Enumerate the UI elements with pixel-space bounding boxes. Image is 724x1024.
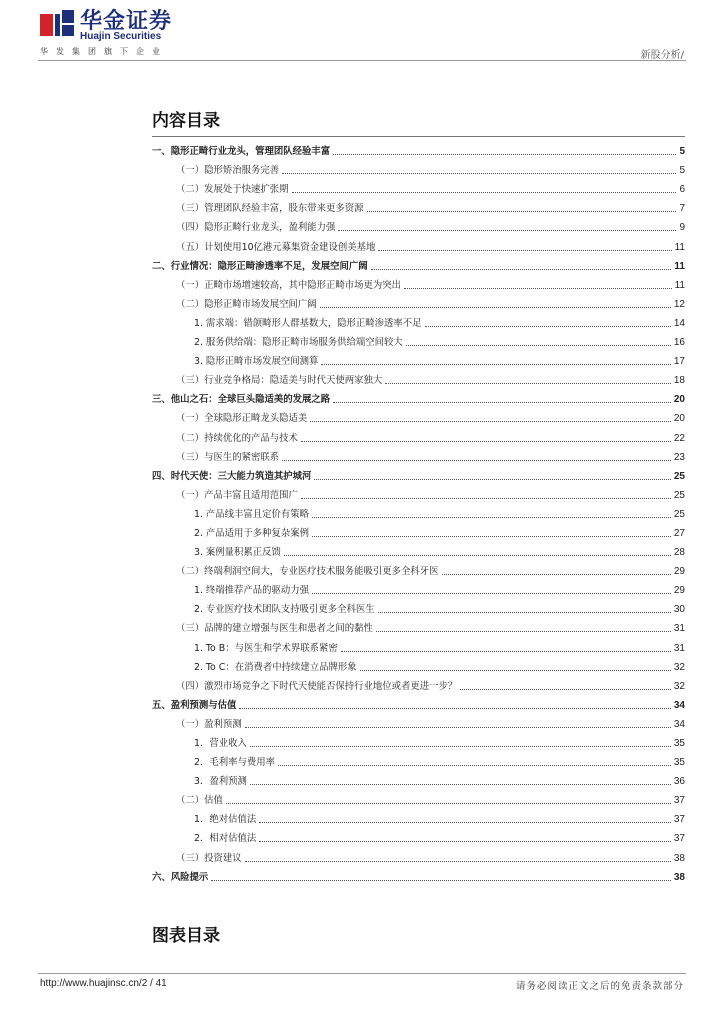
toc-leader-dots <box>284 555 671 556</box>
toc-leader-dots <box>245 861 671 862</box>
toc-leader-dots <box>278 765 671 766</box>
toc-leader-dots <box>301 498 671 499</box>
toc-leader-dots <box>301 441 671 442</box>
toc-entry[interactable] <box>152 788 685 807</box>
toc-entry[interactable] <box>152 693 685 712</box>
header-slogan: 华发集团旗下企业 <box>40 47 168 56</box>
toc-leader-dots <box>378 250 671 251</box>
toc-entry-label: （二）终端利润空间大，专业医疗技术服务能吸引更多全科牙医 <box>176 566 439 578</box>
toc-leader-dots <box>320 307 671 308</box>
toc-leader-dots <box>259 841 671 842</box>
toc-entry[interactable] <box>152 845 685 864</box>
toc-leader-dots <box>425 326 671 327</box>
toc-entry-label: 3．盈利预测 <box>194 776 247 788</box>
toc-leader-dots <box>385 383 671 384</box>
toc-entry[interactable] <box>152 635 685 654</box>
toc-entry[interactable] <box>152 750 685 769</box>
toc-entry-page: 5 <box>679 165 685 177</box>
toc-entry-page: 23 <box>673 451 685 463</box>
toc-leader-dots <box>312 517 671 518</box>
logo-english: Huajin Securities <box>80 31 162 42</box>
toc-entry[interactable] <box>152 540 685 559</box>
toc-entry-page: 34 <box>673 718 685 730</box>
toc-entry[interactable] <box>152 387 685 406</box>
toc-entry-page: 7 <box>679 203 685 215</box>
toc-entry-page: 29 <box>673 585 685 597</box>
toc-entry[interactable] <box>152 349 685 368</box>
toc-entry-label: 2. To C：在消费者中持续建立品牌形象 <box>194 661 357 673</box>
toc-entry-page: 25 <box>673 489 685 501</box>
toc-entry[interactable] <box>152 425 685 444</box>
toc-leader-dots <box>360 670 671 671</box>
toc-entry-page: 11 <box>674 260 685 272</box>
toc-entry-label: （三）与医生的紧密联系 <box>176 451 280 463</box>
toc-entry-label: 五、盈利预测与估值 <box>152 699 237 711</box>
toc-leader-dots <box>406 345 671 346</box>
toc-entry-label: （一）产品丰富且适用范围广 <box>176 489 298 501</box>
toc-leader-dots <box>341 651 671 652</box>
toc-entry-page: 25 <box>673 470 685 482</box>
toc-entry[interactable] <box>152 196 685 215</box>
toc-entry-page: 31 <box>673 623 685 635</box>
toc-leader-dots <box>239 708 670 709</box>
toc-entry-page: 32 <box>673 680 685 692</box>
toc-entry[interactable] <box>152 769 685 788</box>
page-header <box>0 0 724 66</box>
toc-entry[interactable] <box>152 215 685 234</box>
toc-entry-label: 1. To B：与医生和学术界联系紧密 <box>194 642 338 654</box>
toc-entry-page: 22 <box>673 432 685 444</box>
toc-entry-label: 三、他山之石：全球巨头隐适美的发展之路 <box>152 394 331 406</box>
header-divider <box>38 60 686 61</box>
toc-leader-dots <box>404 288 672 289</box>
toc-entry-label: 1. 产品线丰富且定价有策略 <box>194 508 310 520</box>
toc-entry-label: 2. 专业医疗技术团队支持吸引更多全科医生 <box>194 604 375 616</box>
toc-entry-label: （一）正畸市场增速较高，其中隐形正畸市场更为突出 <box>176 279 402 291</box>
toc-entry-label: 1．绝对估值法 <box>194 814 257 826</box>
toc-entry-label: （二）隐形正畸市场发展空间广阔 <box>176 298 317 310</box>
toc-leader-dots <box>312 593 671 594</box>
toc-entry[interactable] <box>152 234 685 253</box>
toc-leader-dots <box>250 784 671 785</box>
toc-entry-page: 9 <box>679 222 685 234</box>
toc-entry[interactable] <box>152 578 685 597</box>
footer-divider <box>38 973 686 974</box>
toc-leader-dots <box>321 364 670 365</box>
toc-leader-dots <box>292 192 677 193</box>
toc-leader-dots <box>282 173 676 174</box>
figure-toc-heading: 图表目录 <box>152 926 220 946</box>
toc-entry-page: 20 <box>673 413 685 425</box>
toc-leader-dots <box>376 631 671 632</box>
toc-entry-label: 1. 需求端：错颌畸形人群基数大，隐形正畸渗透率不足 <box>194 317 422 329</box>
toc-entry[interactable] <box>152 254 685 273</box>
toc-entry-label: （一）全球隐形正畸龙头隐适美 <box>176 413 308 425</box>
toc-entry[interactable] <box>152 559 685 578</box>
toc-entry-page: 5 <box>679 146 685 158</box>
toc-entry-page: 11 <box>674 279 685 291</box>
footer-disclaimer: 请务必阅读正文之后的免责条款部分 <box>515 981 684 992</box>
toc-entry-label: （三）管理团队经验丰富，股东带来更多资源 <box>176 203 364 215</box>
toc-entry[interactable] <box>152 712 685 731</box>
toc-entry-label: 1．营业收入 <box>194 738 247 749</box>
toc-entry-label: 2．相对估值法 <box>194 833 257 845</box>
toc-entry-page: 35 <box>673 738 685 749</box>
toc-entry-page: 32 <box>673 661 685 673</box>
toc-entry-page: 37 <box>673 814 685 826</box>
toc-entry-label: 二、行业情况：隐形正畸渗透率不足，发展空间广阔 <box>152 260 368 272</box>
toc-entry-label: 2. 产品适用于多种复杂案例 <box>194 527 310 539</box>
toc-leader-dots <box>211 880 671 881</box>
table-of-contents <box>152 139 685 884</box>
toc-entry-page: 31 <box>673 642 685 654</box>
toc-entry[interactable] <box>152 330 685 349</box>
toc-entry-label: 3. 隐形正畸市场发展空间测算 <box>194 356 319 368</box>
toc-entry-label: 2. 服务供给端：隐形正畸市场服务供给端空间较大 <box>194 337 403 349</box>
toc-entry[interactable] <box>152 311 685 330</box>
toc-leader-dots <box>226 803 671 804</box>
toc-entry[interactable] <box>152 502 685 521</box>
toc-entry-page: 16 <box>673 337 685 349</box>
toc-entry-page: 6 <box>679 184 685 196</box>
toc-entry-page: 17 <box>673 356 685 368</box>
toc-entry[interactable] <box>152 674 685 693</box>
toc-entry[interactable] <box>152 483 685 502</box>
toc-leader-dots <box>333 154 676 155</box>
toc-entry[interactable] <box>152 655 685 674</box>
toc-entry-page: 12 <box>673 298 685 310</box>
toc-entry-page: 28 <box>673 547 685 559</box>
toc-entry-label: 四、时代天使：三大能力筑造其护城河 <box>152 470 312 482</box>
toc-entry[interactable] <box>152 273 685 292</box>
toc-leader-dots <box>378 612 671 613</box>
toc-entry[interactable] <box>152 406 685 425</box>
toc-entry-label: （五）计划使用10亿港元募集资金建设创美基地 <box>176 241 376 253</box>
toc-leader-dots <box>310 421 671 422</box>
toc-entry[interactable] <box>152 139 685 158</box>
toc-entry-page: 38 <box>673 852 685 864</box>
toc-entry-label: （二）持续优化的产品与技术 <box>176 432 298 444</box>
toc-leader-dots <box>460 689 671 690</box>
toc-entry[interactable] <box>152 865 685 884</box>
toc-entry-page: 38 <box>673 871 685 883</box>
huajin-logo-icon <box>40 10 74 38</box>
toc-entry-label: 六、风险提示 <box>152 871 209 883</box>
toc-entry-label: （一）盈利预测 <box>176 718 242 730</box>
toc-entry-label: （二）发展处于快速扩张期 <box>176 184 289 196</box>
toc-leader-dots <box>245 727 671 728</box>
report-category: 新股分析/ <box>640 50 684 61</box>
toc-entry-page: 11 <box>674 241 685 253</box>
toc-entry-label: （一）隐形矫治服务完善 <box>176 165 280 177</box>
toc-entry[interactable] <box>152 445 685 464</box>
toc-entry[interactable] <box>152 731 685 750</box>
toc-entry-label: 1. 终端推荐产品的驱动力强 <box>194 585 310 597</box>
toc-entry[interactable] <box>152 158 685 177</box>
toc-entry[interactable] <box>152 464 685 483</box>
toc-entry[interactable] <box>152 616 685 635</box>
toc-entry-page: 27 <box>673 527 685 539</box>
toc-entry[interactable] <box>152 826 685 845</box>
toc-leader-dots <box>250 746 671 747</box>
toc-entry-page: 37 <box>673 795 685 807</box>
toc-leader-dots <box>442 574 671 575</box>
toc-entry-label: 2．毛利率与费用率 <box>194 757 275 769</box>
toc-entry-page: 35 <box>673 757 685 769</box>
toc-heading: 内容目录 <box>152 111 220 131</box>
toc-entry-page: 14 <box>673 317 685 329</box>
toc-entry-label: （四）激烈市场竞争之下时代天使能否保持行业地位或者更进一步？ <box>176 680 458 692</box>
toc-entry[interactable] <box>152 292 685 311</box>
toc-entry[interactable] <box>152 368 685 387</box>
toc-entry-label: 3. 案例量积累正反馈 <box>194 547 281 559</box>
toc-leader-dots <box>338 230 676 231</box>
toc-leader-dots <box>259 822 671 823</box>
toc-entry-label: （三）品牌的建立增强与医生和患者之间的黏性 <box>176 623 373 635</box>
toc-entry-label: （二）估值 <box>176 795 223 807</box>
logo-text: 华金证券 <box>80 9 173 34</box>
toc-leader-dots <box>314 479 670 480</box>
toc-entry[interactable] <box>152 807 685 826</box>
toc-entry-page: 18 <box>673 375 685 387</box>
toc-heading-divider <box>152 136 685 137</box>
toc-leader-dots <box>312 536 671 537</box>
toc-entry-page: 34 <box>673 699 685 711</box>
toc-entry-label: （四）隐形正畸行业龙头，盈利能力强 <box>176 222 336 234</box>
toc-entry[interactable] <box>152 177 685 196</box>
toc-entry-page: 37 <box>673 833 685 845</box>
toc-leader-dots <box>371 269 672 270</box>
toc-entry[interactable] <box>152 597 685 616</box>
toc-entry[interactable] <box>152 521 685 540</box>
toc-entry-page: 25 <box>673 508 685 520</box>
toc-entry-page: 29 <box>673 566 685 578</box>
toc-entry-label: （三）行业竞争格局：隐适美与时代天使两家独大 <box>176 375 383 387</box>
toc-entry-page: 20 <box>673 394 685 406</box>
toc-leader-dots <box>282 460 671 461</box>
footer-url-page[interactable]: http://www.huajinsc.cn/2 / 41 <box>40 978 167 989</box>
toc-entry-label: 一、隐形正畸行业龙头，管理团队经验丰富 <box>152 146 331 158</box>
toc-leader-dots <box>333 402 671 403</box>
toc-leader-dots <box>367 211 677 212</box>
toc-entry-page: 36 <box>673 776 685 788</box>
toc-entry-page: 30 <box>673 604 685 616</box>
toc-entry-label: （三）投资建议 <box>176 852 242 864</box>
